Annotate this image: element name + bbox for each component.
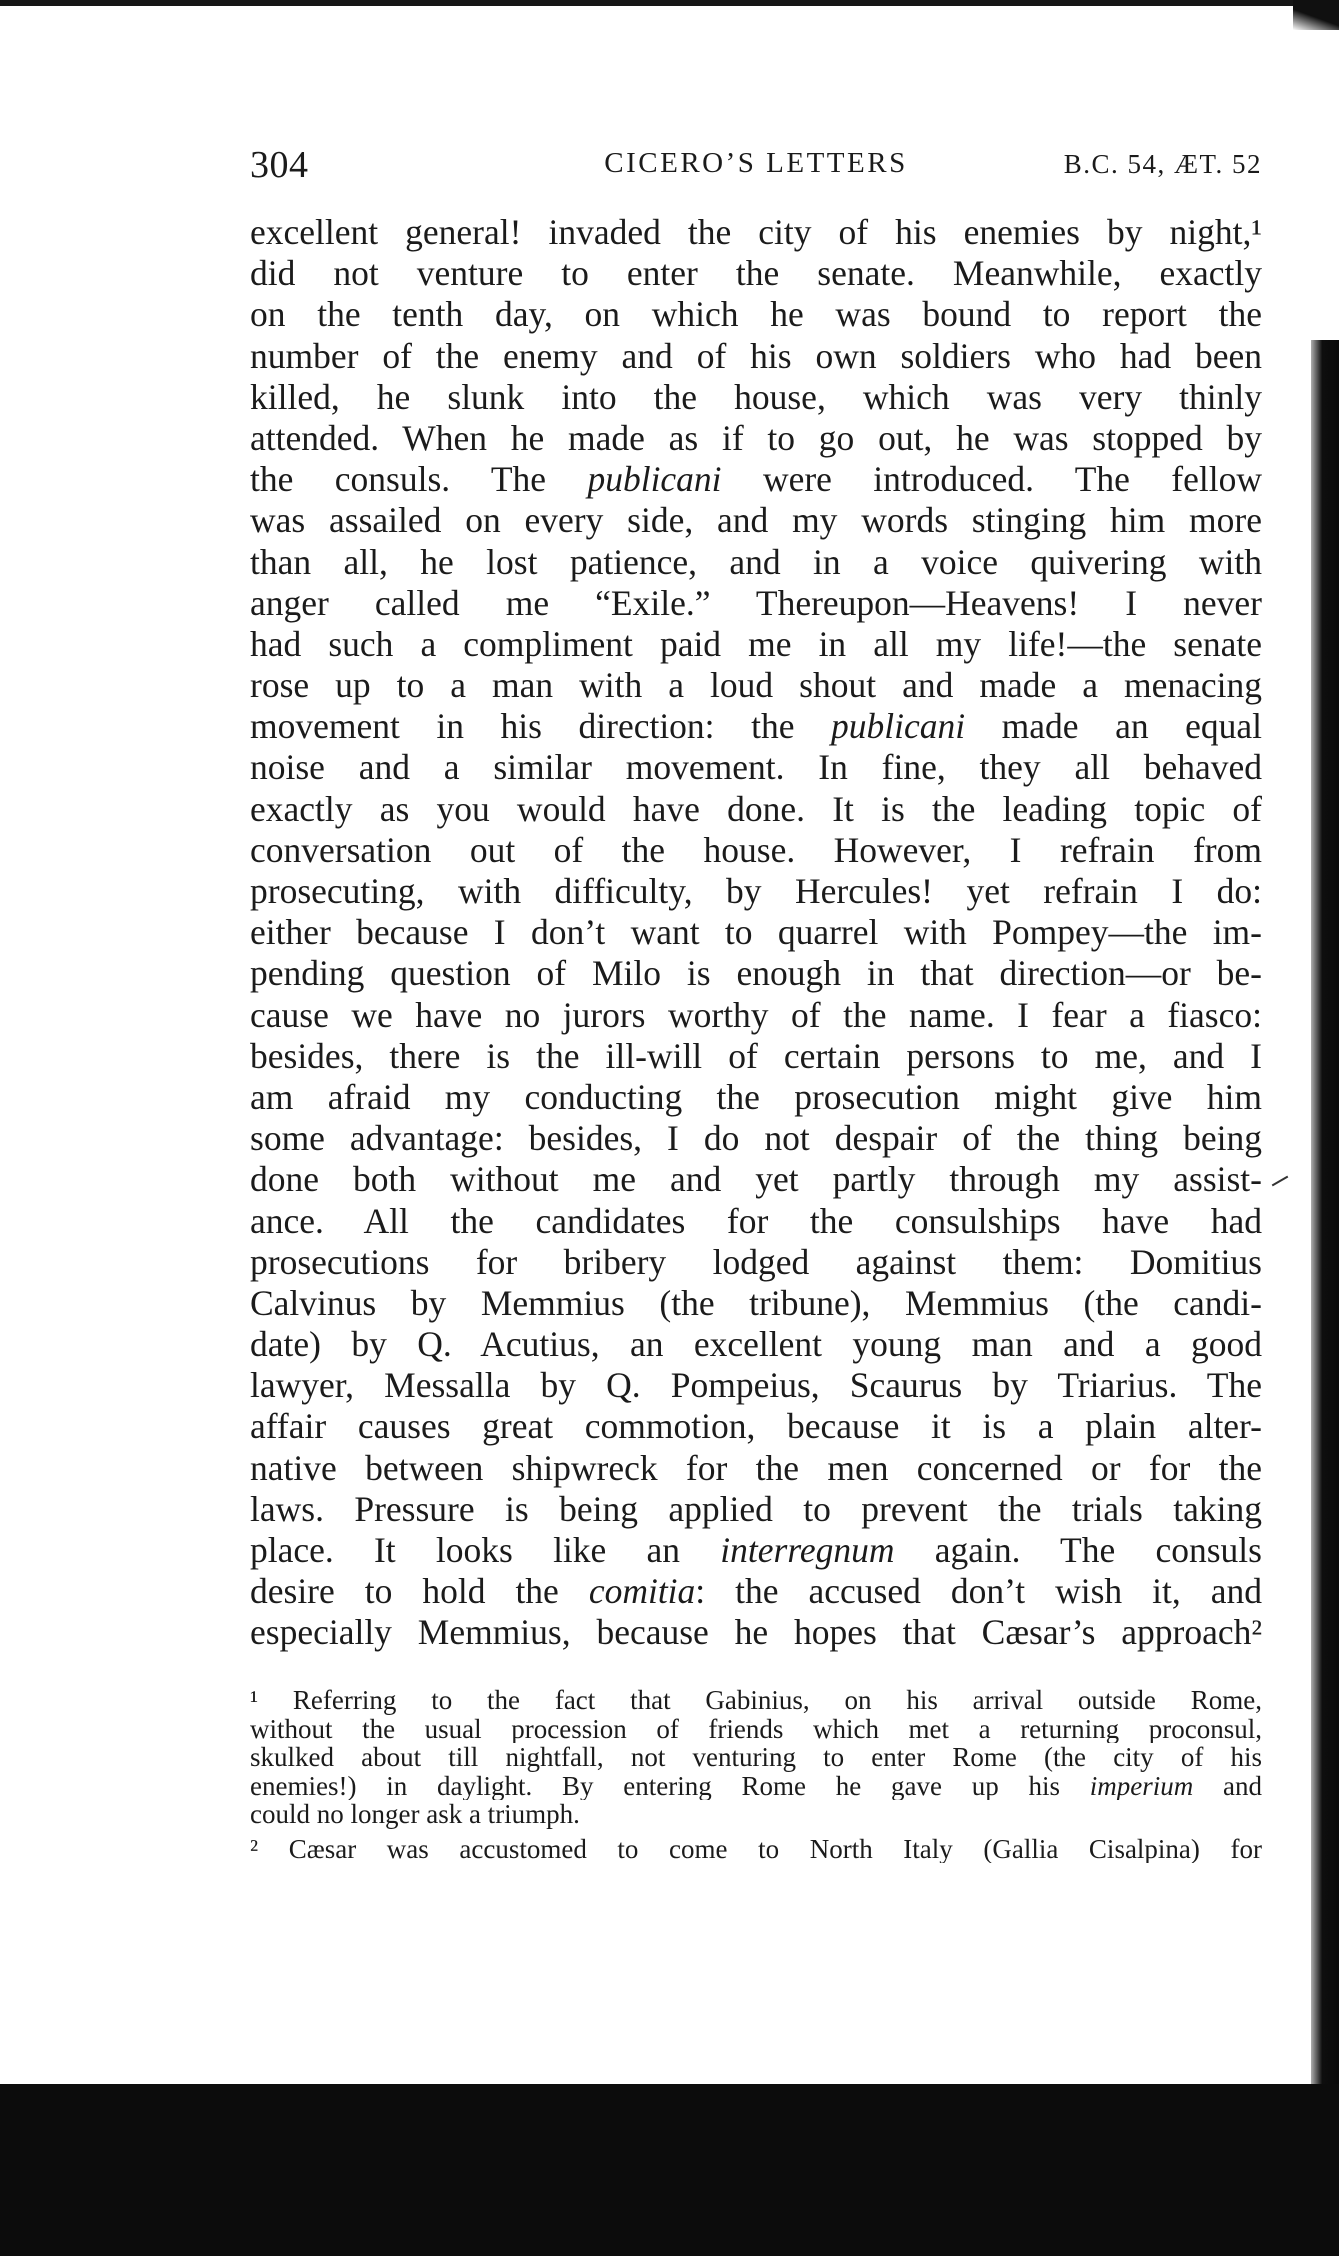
footnote-2-line: ² Cæsar was accustomed to come to North Italy (Gallia Cisalpina) for [250,1834,1262,1863]
running-title: CICERO’S LETTERS [604,147,908,179]
body-line: exactly as you would have done. It is the leading topic of [250,788,1262,829]
body-line: did not venture to enter the senate. Meanwhile, exactly [250,253,1262,294]
body-line: place. It looks like an interregnum again. The consuls [250,1530,1262,1570]
top-scan-border [0,0,1339,6]
body-line: movement in his direction: the publicani made an equal [250,706,1262,747]
footnote-1-line: ¹ Referring to the fact that Gabinius, on his arrival outside Rome, [250,1686,1262,1715]
body-line: lawyer, Messalla by Q. Pompeius, Scaurus by Triarius. The [250,1365,1262,1406]
footnote-1-line: without the usual procession of friends which met a returning proconsul, [250,1714,1262,1743]
body-line: noise and a similar movement. In fine, they all behaved [250,747,1262,788]
footnote-1-line: could no longer ask a triumph. [250,1800,580,1829]
body-line: the consuls. The publicani were introduced. The fellow [250,459,1262,500]
margin-mark [1272,1176,1289,1187]
footnote-1-line: skulked about till nightfall, not venturing to enter Rome (the city of his [250,1743,1262,1772]
body-line: done both without me and yet partly through my assist- [250,1159,1262,1200]
body-line: date) by Q. Acutius, an excellent young man and a good [250,1324,1262,1365]
running-head [250,143,1262,193]
footnotes [250,1686,1262,1863]
body-line: native between shipwreck for the men concerned or for the [250,1447,1262,1488]
body-line: excellent general! invaded the city of his enemies by night,¹ [250,212,1262,252]
bottom-scan-band [0,2084,1339,2256]
body-line: besides, there is the ill-will of certain persons to me, and I [250,1035,1262,1076]
letter-body [250,212,1262,1654]
running-date: B.C. 54, ÆT. 52 [1063,149,1262,179]
body-line: killed, he slunk into the house, which was very thinly [250,376,1262,417]
body-line: was assailed on every side, and my words stinging him more [250,500,1262,541]
body-line: anger called me “Exile.” Thereupon—Heavens! I never [250,582,1262,623]
body-line: desire to hold the comitia: the accused don’t wish it, and [250,1571,1262,1612]
body-line: than all, he lost patience, and in a voice quivering with [250,541,1262,582]
body-line: prosecutions for bribery lodged against them: Domitius [250,1241,1262,1282]
body-line: attended. When he made as if to go out, he was stopped by [250,417,1262,458]
body-line: prosecuting, with difficulty, by Hercules! yet refrain I do: [250,871,1262,911]
body-line: pending question of Milo is enough in that direction—or be- [250,953,1262,994]
body-line: number of the enemy and of his own soldiers who had been [250,335,1262,376]
body-line: Calvinus by Memmius (the tribune), Memmius (the candi- [250,1282,1262,1323]
top-right-scan-shadow [1293,0,1339,30]
body-line: cause we have no jurors worthy of the name. I fear a fiasco: [250,994,1262,1035]
body-line: affair causes great commotion, because it is a plain alter- [250,1406,1262,1447]
right-scan-edge [1311,340,1339,2160]
body-line: am afraid my conducting the prosecution might give him [250,1076,1262,1117]
body-line: laws. Pressure is being applied to prevent the trials taking [250,1488,1262,1529]
body-line: conversation out of the house. However, I refrain from [250,829,1262,870]
body-line: had such a compliment paid me in all my life!—the senate [250,623,1262,664]
page-number: 304 [250,144,309,186]
body-line: either because I don’t want to quarrel with Pompey—the im- [250,912,1262,953]
body-line: ance. All the candidates for the consulships have had [250,1200,1262,1241]
body-line: some advantage: besides, I do not despair of the thing being [250,1118,1262,1159]
body-line: especially Memmius, because he hopes that Cæsar’s approach² [250,1612,1262,1653]
footnote-1-line: enemies!) in daylight. By entering Rome he gave up his imperium and [250,1771,1262,1800]
body-line: on the tenth day, on which he was bound to report the [250,294,1262,335]
body-line: rose up to a man with a loud shout and made a menacing [250,665,1262,706]
